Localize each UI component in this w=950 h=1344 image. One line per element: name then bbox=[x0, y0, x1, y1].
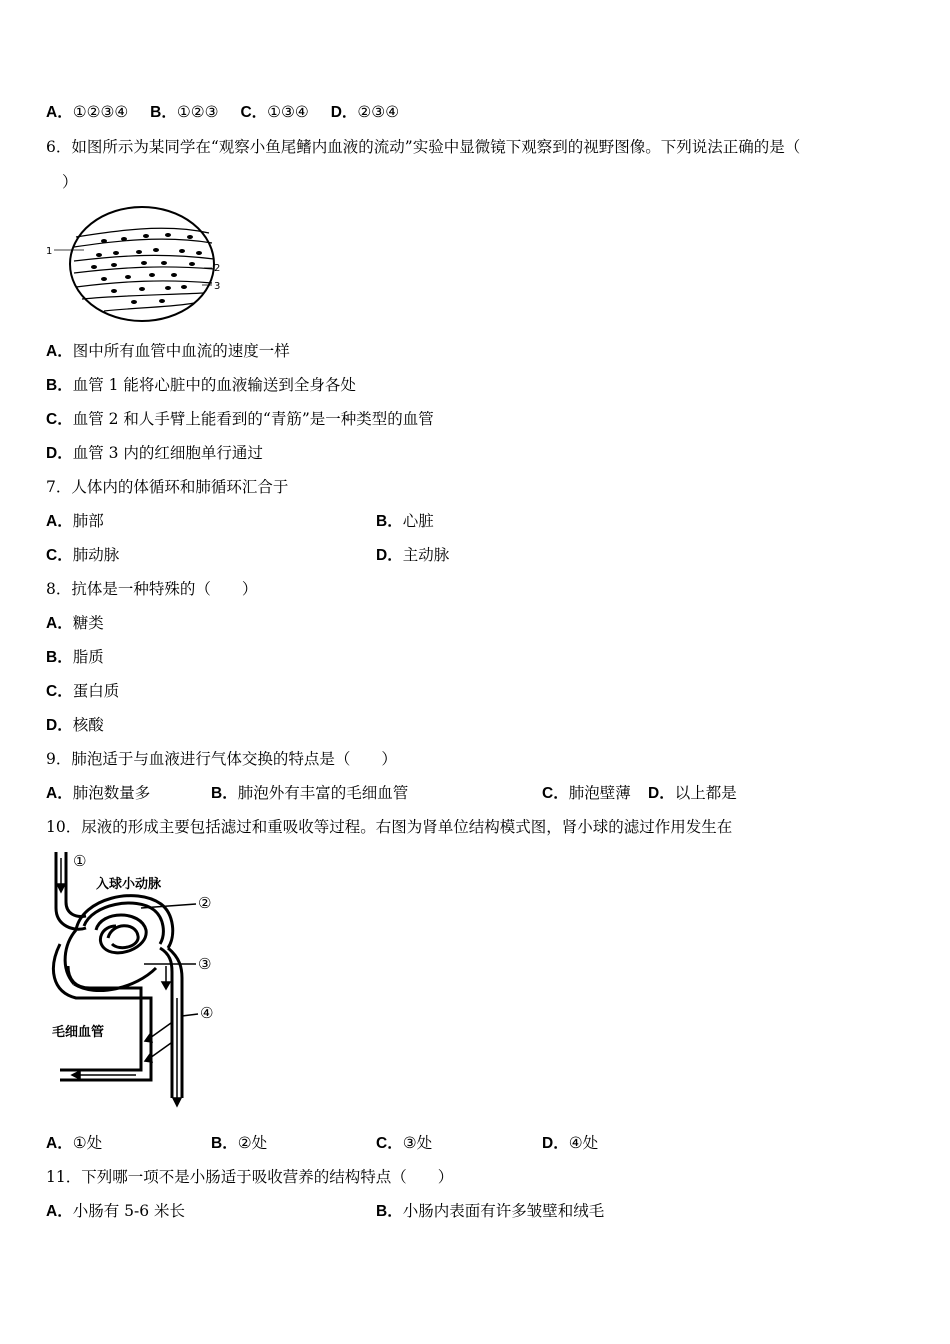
q9-option-b bbox=[211, 783, 408, 804]
q9-option-d bbox=[648, 783, 737, 804]
q7-option-b bbox=[376, 511, 434, 532]
q8-option-d bbox=[46, 715, 104, 736]
option-text: 肺泡壁薄 bbox=[568, 784, 631, 802]
q8-option-a bbox=[46, 613, 104, 634]
option-key: A． bbox=[46, 785, 73, 802]
q7-stem: 7．人体内的体循环和肺循环汇合于 bbox=[46, 478, 289, 496]
q7-option-d bbox=[376, 545, 449, 566]
option-key: A． bbox=[46, 513, 73, 530]
q10-option-d bbox=[542, 1133, 598, 1154]
option-key: C． bbox=[240, 104, 268, 121]
q8-option-b bbox=[46, 647, 104, 668]
option-key: B． bbox=[211, 1135, 238, 1152]
figure-label-3: 3 bbox=[214, 281, 221, 292]
fish-tail-blood-flow-figure bbox=[44, 203, 234, 325]
option-text: 肺泡外有丰富的毛细血管 bbox=[237, 784, 409, 802]
option-text: 肺泡数量多 bbox=[72, 784, 151, 802]
option-text: ①③④ bbox=[267, 103, 309, 121]
q10-option-a bbox=[46, 1133, 102, 1154]
q10-stem: 10．尿液的形成主要包括滤过和重吸收等过程。右图为肾单位结构模式图，肾小球的滤过作用发生在 bbox=[46, 818, 733, 836]
q10-option-b bbox=[211, 1133, 267, 1154]
option-text: ①②③④ bbox=[72, 103, 129, 121]
nephron-label-capillary: 毛细血管 bbox=[52, 1025, 105, 1040]
option-key: B． bbox=[46, 649, 73, 666]
option-key: A． bbox=[46, 1135, 73, 1152]
option-text: ①处 bbox=[72, 1134, 103, 1152]
q10-option-c bbox=[376, 1133, 432, 1154]
option-text: 脂质 bbox=[72, 648, 104, 666]
option-text: 肺动脉 bbox=[72, 546, 120, 564]
option-key: D． bbox=[542, 1135, 569, 1152]
option-key: A． bbox=[46, 1203, 73, 1220]
q6-option-c bbox=[46, 409, 434, 430]
option-text: 小肠有 5-6 米长 bbox=[72, 1202, 186, 1220]
option-key: D． bbox=[46, 445, 73, 462]
option-text: ③处 bbox=[402, 1134, 433, 1152]
option-key: D． bbox=[330, 104, 358, 121]
nephron-label-3: ③ bbox=[198, 955, 212, 973]
option-text: 蛋白质 bbox=[72, 682, 120, 700]
nephron-label-1: ① bbox=[73, 852, 87, 870]
q5-options bbox=[46, 102, 399, 123]
option-key: A． bbox=[46, 104, 73, 121]
option-key: B． bbox=[150, 104, 177, 121]
option-key: B． bbox=[376, 1203, 403, 1220]
option-key: B． bbox=[46, 377, 73, 394]
q6-option-d bbox=[46, 443, 263, 464]
figure-label-2: 2 bbox=[214, 263, 221, 274]
option-key: A． bbox=[46, 615, 73, 632]
option-text: 小肠内表面有许多皱壁和绒毛 bbox=[402, 1202, 605, 1220]
q6-option-b bbox=[46, 375, 356, 396]
option-key: A． bbox=[46, 343, 73, 360]
nephron-figure bbox=[46, 848, 231, 1113]
q8-stem: 8．抗体是一种特殊的（ ） bbox=[46, 580, 258, 598]
option-text: 血管 2 和人手臂上能看到的“青筋”是一种类型的血管 bbox=[72, 410, 434, 428]
option-key: B． bbox=[376, 513, 403, 530]
nephron-label-4: ④ bbox=[200, 1004, 214, 1022]
option-text: 以上都是 bbox=[674, 784, 737, 802]
option-text: 血管 1 能将心脏中的血液输送到全身各处 bbox=[72, 376, 356, 394]
option-text: 血管 3 内的红细胞单行通过 bbox=[72, 444, 263, 462]
q6-stem-end: ） bbox=[62, 173, 78, 191]
q6-stem: 6．如图所示为某同学在“观察小鱼尾鳍内血液的流动”实验中显微镜下观察到的视野图像。下列说法正确的是（ bbox=[46, 138, 801, 156]
option-text: 核酸 bbox=[72, 716, 104, 734]
option-text: 主动脉 bbox=[402, 546, 450, 564]
option-key: B． bbox=[211, 785, 238, 802]
option-key: D． bbox=[648, 785, 675, 802]
q9-option-a bbox=[46, 783, 150, 804]
q9-stem: 9．肺泡适于与血液进行气体交换的特点是（ ） bbox=[46, 750, 397, 768]
nephron-label-arteriole: 入球小动脉 bbox=[96, 877, 162, 892]
option-key: C． bbox=[46, 411, 73, 428]
option-text: ②③④ bbox=[357, 103, 400, 121]
q6-option-a bbox=[46, 341, 290, 362]
option-text: 图中所有血管中血流的速度一样 bbox=[72, 342, 290, 360]
option-text: 心脏 bbox=[402, 512, 434, 530]
option-text: 肺部 bbox=[72, 512, 104, 530]
option-text: ④处 bbox=[568, 1134, 599, 1152]
q9-option-c bbox=[542, 783, 631, 804]
option-key: C． bbox=[376, 1135, 403, 1152]
q7-option-c bbox=[46, 545, 119, 566]
option-key: D． bbox=[46, 717, 73, 734]
figure-label-1: 1 bbox=[46, 246, 53, 257]
q11-stem: 11．下列哪一项不是小肠适于吸收营养的结构特点（ ） bbox=[46, 1168, 454, 1186]
nephron-label-2: ② bbox=[198, 894, 212, 912]
option-key: D． bbox=[376, 547, 403, 564]
q8-option-c bbox=[46, 681, 119, 702]
option-key: C． bbox=[46, 683, 73, 700]
option-text: ①②③ bbox=[176, 103, 219, 121]
q7-option-a bbox=[46, 511, 104, 532]
option-key: C． bbox=[542, 785, 569, 802]
option-key: C． bbox=[46, 547, 73, 564]
q11-option-b bbox=[376, 1201, 604, 1222]
option-text: 糖类 bbox=[72, 614, 104, 632]
q11-option-a bbox=[46, 1201, 185, 1222]
option-text: ②处 bbox=[237, 1134, 268, 1152]
